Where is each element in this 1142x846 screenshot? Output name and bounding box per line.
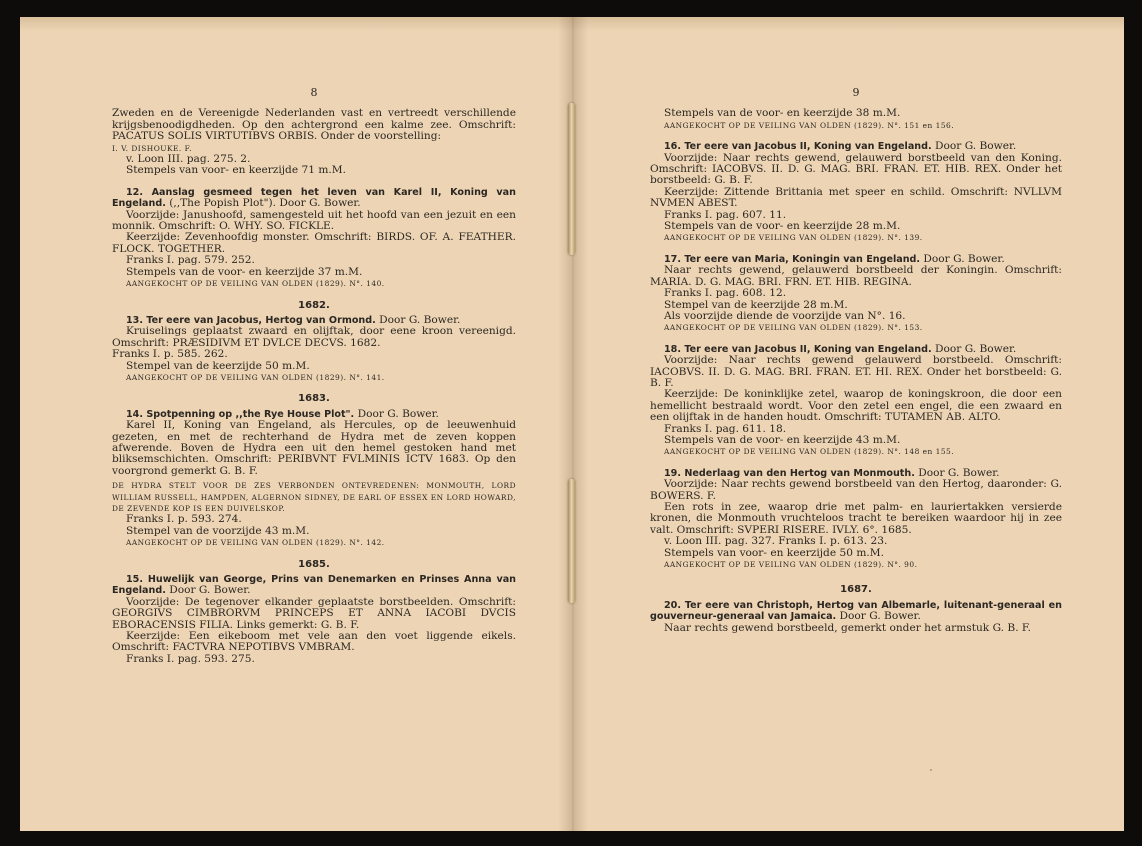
entry-title: 19. Nederlaag van den Hertog van Monmouth. [664, 467, 915, 479]
catalogue-entry-12 [112, 187, 516, 290]
acquisition-note: AANGEKOCHT OP DE VEILING VAN OLDEN (1829). N°. 141. [126, 372, 385, 382]
entry-line: Keerzijde: Zittende Brittania met speer en schild. Omschrift: NVLLVM NVMEN ABEST. [650, 185, 1062, 210]
dies-line: Stempels van de voor- en keerzijde 38 m.M. [664, 107, 901, 120]
entry-line: Stempel van de voorzijde 43 m.M. [126, 524, 310, 537]
entry-line: Als voorzijde diende de voorzijde van N°. 16. [664, 309, 906, 322]
entry-line: Franks I. pag. 608. 12. [664, 287, 787, 300]
entry-line: Naar rechts gewend, gelauwerd borstbeeld der Koningin. Omschrift: MARIA. D. G. MAG. BRI. FRN. ET. HIB. REGINA. [650, 264, 1062, 288]
entry-line: Stempels van de voor- en keerzijde 28 m.M. [664, 220, 901, 233]
entry-line: Voorzijde: Naar rechts gewend borstbeeld van den Hertog, daaronder: G. BOWERS. F. [650, 478, 1062, 502]
engraver-mark: I. V. DISHOUKE. F. [112, 143, 192, 153]
entry-line: Naar rechts gewend borstbeeld, gemerkt onder het armstuk G. B. F. [664, 621, 1031, 634]
dies-line: Stempels van voor- en keerzijde 71 m.M. [126, 164, 346, 177]
book-spread [20, 17, 1124, 831]
entry-attribution: Door G. Bower. [836, 610, 921, 623]
entry-line: Franks I. pag. 611. 18. [664, 422, 787, 435]
entry-attribution: Door G. Bower. [931, 342, 1017, 355]
entry-title: 16. Ter eere van Jacobus II, Koning van Engeland. [664, 141, 932, 153]
entry-line: Stempels van voor- en keerzijde 50 m.M. [664, 546, 884, 559]
entry-attribution: (,,The Popish Plot"). Door G. Bower. [165, 197, 361, 210]
right-page [650, 87, 1062, 634]
entry-attribution: Door G. Bower. [165, 584, 251, 597]
acquisition-note: AANGEKOCHT OP DE VEILING VAN OLDEN (1829). N°. 90. [664, 560, 918, 570]
entry-line: Stempel van de keerzijde 28 m.M. [664, 298, 848, 311]
historical-note: DE HYDRA STELT VOOR DE ZES VERBONDEN ONTEVREDENEN: MONMOUTH, LORD WILLIAM RUSSELL, HAMPDEN, ALGERNON SIDNEY, DE EARL OF ESSEX EN LORD HOWARD, DE ZEVENDE KOP IS EEN DUIVELSKOP. [112, 481, 516, 513]
entry-attribution: Door G. Bower. [931, 140, 1017, 153]
acquisition-note: AANGEKOCHT OP DE VEILING VAN OLDEN (1829). N°. 139. [664, 233, 923, 243]
entry-line: Stempels van de voor- en keerzijde 43 m.M. [664, 433, 901, 446]
reference-line: v. Loon III. pag. 275. 2. [126, 153, 251, 166]
entry-title: 20. Ter eere van Christoph, Hertog van Albemarle, luitenant-generaal en gouverneur-generaal van Jamaica. [650, 599, 1062, 623]
catalogue-entry-18 [650, 344, 1062, 458]
catalogue-entry-16 [650, 141, 1062, 244]
entry-line: Keerzijde: Zevenhoofdig monster. Omschrift: BIRDS. OF. A. FEATHER. FLOCK. TOGETHER. [112, 231, 516, 255]
left-page [112, 87, 516, 665]
entry-line: Keerzijde: Een eikeboom met vele aan den voet liggende eikels. Omschrift: FACTVRA NEPOTIBVS VMBRAM. [112, 630, 516, 654]
binding-thread-top [568, 103, 575, 255]
entry-line: Franks I. pag. 607. 11. [664, 208, 787, 221]
entry-attribution: Door G. Bower. [914, 466, 1000, 479]
entry-line: Franks I. pag. 579. 252. [126, 254, 255, 267]
year-heading: 1685. [298, 558, 330, 570]
entry-line: Stempels van de voor- en keerzijde 37 m.M. [126, 265, 363, 278]
catalogue-entry-20 [650, 600, 1062, 634]
entry-line: Franks I. pag. 593. 275. [126, 652, 255, 665]
page-number-right: 9 [852, 86, 860, 99]
entry-attribution: Door G. Bower. [920, 252, 1005, 265]
entry-line: Een rots in zee, waarop drie met palm- en lauriertakken versierde kronen, die Monmouth vruchteloos tracht te bereiken waardoor hij in zee valt. Omschrift: SVPERI RISERE. IVLY. 6°. 1685. [650, 501, 1062, 536]
catalogue-entry-14 [112, 409, 516, 549]
entry-title: 14. Spotpenning op ,,the Rye House Plot". [126, 408, 355, 420]
acquisition-note: AANGEKOCHT OP DE VEILING VAN OLDEN (1829). N°. 142. [126, 538, 385, 548]
acquisition-note: AANGEKOCHT OP DE VEILING VAN OLDEN (1829). N°. 140. [126, 279, 385, 289]
binding-thread-bottom [568, 479, 575, 603]
entry-line: Kruiselings geplaatst zwaard en olijftak, door eene kroon vereenigd. Omschrift: PRÆSIDIVM ET DVLCE DECVS. 1682. [112, 325, 516, 349]
entry-line: Franks I. p. 585. 262. [112, 348, 228, 361]
year-heading: 1683. [298, 393, 330, 405]
entry-line: Voorzijde: De tegenover elkander geplaatste borstbeelden. Omschrift: GEORGIVS CIMBRORVM PRINCEPS ET ANNA IACOBI DVCIS EBORACENSIS FILIA. Links gemerkt: G. B. F. [112, 595, 516, 631]
page-number-left: 8 [310, 86, 318, 99]
entry-line: v. Loon III. pag. 327. Franks I. p. 613. 23. [664, 535, 888, 548]
entry-title: 13. Ter eere van Jacobus, Hertog van Ormond. [126, 314, 376, 326]
acquisition-note: AANGEKOCHT OP DE VEILING VAN OLDEN (1829). N°. 148 en 155. [664, 447, 955, 457]
entry-line: Stempel van de keerzijde 50 m.M. [126, 359, 310, 372]
entry-line: Voorzijde: Naar rechts gewend, gelauwerd borstbeeld van den Koning. Omschrift: IACOBVS. II. D. G. MAG. BRI. FRAN. ET. HIB. REX. Onder het borstbeeld: G. B. F. [650, 151, 1062, 187]
acquisition-note: AANGEKOCHT OP DE VEILING VAN OLDEN (1829). N°. 151 en 156. [664, 120, 955, 130]
entry-title: 17. Ter eere van Maria, Koningin van Engeland. [664, 253, 921, 265]
entry-line: Keerzijde: De koninklijke zetel, waarop de koningskroon, die door een hemellicht bestraald wordt. Voor den zetel een engel, die een zwaard en een olijftak in de handen houdt. Omschrift: TUTAMEN AB. ALTO. [650, 388, 1062, 424]
left-top-paragraph: Zweden en de Vereenigde Nederlanden vast en vertreedt verschillende krijgsbenoodigdheden. Op den achtergrond een kalme zee. Omschrift: PACATUS SOLIS VIRTUTIBVS ORBIS. Onder de voorstelling: [112, 107, 516, 143]
paper-fleck [930, 769, 932, 771]
year-heading: 1682. [298, 299, 330, 311]
entry-line: Voorzijde: Janushoofd, samengesteld uit het hoofd van een jezuit en een monnik. Omschrift: O. WHY. SO. FICKLE. [112, 208, 516, 233]
entry-line: Voorzijde: Naar rechts gewend gelauwerd borstbeeld. Omschrift: IACOBVS. II. D. G. MAG. BRI. FRAN. ET. HI. REX. Onder het borstbeeld: G. B. F. [650, 354, 1062, 389]
acquisition-note: AANGEKOCHT OP DE VEILING VAN OLDEN (1829). N°. 153. [664, 323, 923, 333]
catalogue-entry-19 [650, 468, 1062, 571]
catalogue-entry-17 [650, 254, 1062, 334]
entry-title: 15. Huwelijk van George, Prins van Denemarken en Prinses Anna van Engeland. [112, 574, 516, 597]
entry-attribution: Door G. Bower. [375, 313, 461, 326]
entry-title: 12. Aanslag gesmeed tegen het leven van Karel II, Koning van Engeland. [112, 186, 516, 210]
year-heading: 1687. [840, 584, 872, 596]
catalogue-entry-13 [112, 315, 516, 383]
entry-title: 18. Ter eere van Jacobus II, Koning van Engeland. [664, 343, 932, 355]
entry-line: Karel II, Koning van Engeland, als Hercules, op de leeuwenhuid gezeten, en met de rechterhand de Hydra met de zeven koppen afwerende. Boven de Hydra een uit den hemel gestoken hand met bliksemschichten. Omschrift: PERIBVNT FVLMINIS ICTV 1683. Op den voorgrond gemerkt G. B. F. [112, 419, 516, 477]
entry-attribution: Door G. Bower. [354, 407, 439, 420]
catalogue-entry-15 [112, 574, 516, 665]
entry-line: Franks I. p. 593. 274. [126, 513, 242, 526]
